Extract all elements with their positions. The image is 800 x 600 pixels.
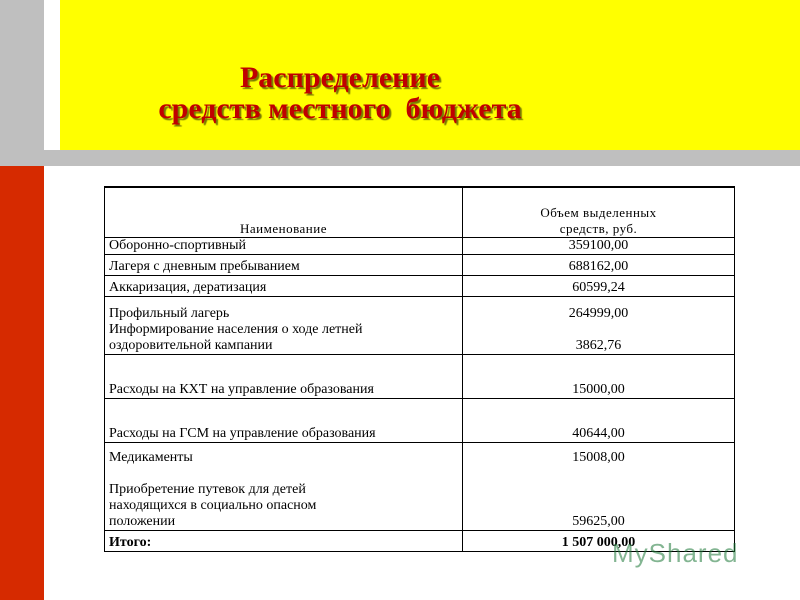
watermark-logo: MyShared: [612, 538, 739, 568]
table-row: [105, 354, 735, 398]
row-value: 40644,00: [463, 398, 735, 442]
row-value: 15000,00: [463, 354, 735, 398]
title-line-1: Распределение: [239, 61, 441, 94]
table-header-row: [105, 187, 735, 237]
total-label: Итого:: [105, 530, 463, 551]
row-name: Расходы на КХТ на управление образования: [105, 354, 463, 398]
row-value: 688162,00: [463, 254, 735, 275]
row-name: Оборонно-спортивный: [105, 237, 463, 254]
table-row: [105, 296, 735, 354]
total-value: 1 507 000,00: [463, 530, 735, 551]
row-value: 359100,00: [463, 237, 735, 254]
table-row: [105, 442, 735, 530]
header-name: Наименование: [105, 187, 463, 237]
table-row: [105, 254, 735, 275]
table-row: [105, 237, 735, 254]
header-divider: [44, 150, 800, 166]
table-row: [105, 275, 735, 296]
row-value: 264999,00 3862,76: [463, 296, 735, 354]
left-red-bar: [0, 166, 44, 600]
header-volume: Объем выделенных средств, руб.: [463, 187, 735, 237]
row-name: Лагеря с дневным пребыванием: [105, 254, 463, 275]
title-line-2: средств местного бюджета: [158, 92, 522, 125]
row-value: 15008,00 59625,00: [463, 442, 735, 530]
slide-title: [0, 62, 740, 124]
row-name: Медикаменты Приобретение путевок для детей находящихся в социально опасном положении: [105, 442, 463, 530]
row-name: Профильный лагерь Информирование населения о ходе летней оздоровительной кампании: [105, 296, 463, 354]
row-name: Аккаризация, дератизация: [105, 275, 463, 296]
table-row: [105, 398, 735, 442]
row-value: 60599,24: [463, 275, 735, 296]
row-name: Расходы на ГСМ на управление образования: [105, 398, 463, 442]
budget-table: [104, 186, 735, 552]
